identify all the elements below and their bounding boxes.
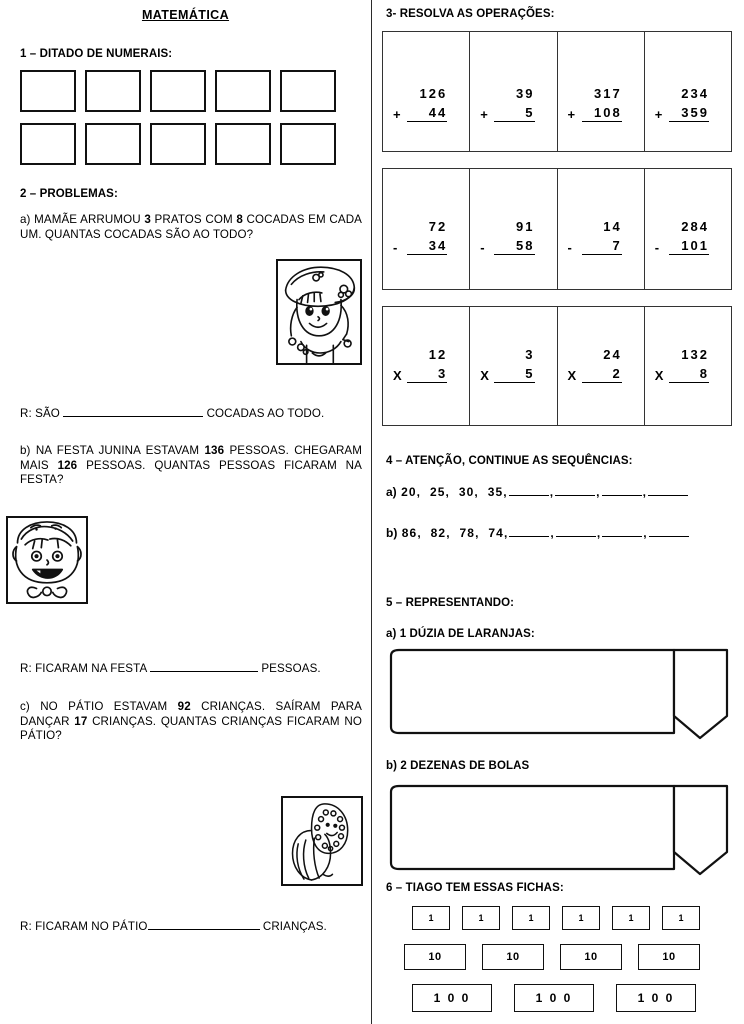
representation-box-b[interactable] [386, 784, 731, 876]
operations-row-addition [382, 31, 732, 152]
operator-symbol: X [654, 368, 664, 383]
problem-a-answer-suffix: COCADAS AO TODO. [206, 407, 325, 420]
chip-unit[interactable]: 1 [662, 906, 700, 930]
section-1-heading: 1 – DITADO DE NUMERAIS: [20, 48, 173, 60]
sequence-b-v4: 74 [488, 526, 504, 540]
operand-top: 72 [428, 219, 448, 234]
problem-b-part1: b) NA FESTA JUNINA ESTAVAM [20, 444, 205, 457]
section-2-heading-wrap [20, 188, 362, 200]
operand-top: 284 [681, 219, 709, 234]
section-4-heading: 4 – ATENÇÃO, CONTINUE AS SEQUÊNCIAS: [386, 455, 633, 467]
operand-top: 317 [594, 86, 622, 101]
operand-top: 39 [516, 86, 535, 101]
problem-c-answer-blank[interactable] [148, 918, 260, 930]
chip-unit[interactable]: 1 [412, 906, 450, 930]
chip-hundred[interactable]: 1 0 0 [514, 984, 594, 1012]
operand-bottom: 101 [669, 238, 709, 255]
problem-c-answer-line [20, 918, 327, 933]
sequence-b-blank[interactable] [556, 525, 596, 537]
sequence-a-blank[interactable] [509, 484, 549, 496]
problem-a-text [20, 213, 362, 242]
operator-symbol: + [567, 107, 576, 122]
problem-a-part2: PRATOS COM [150, 213, 237, 226]
operand-bottom: 359 [669, 105, 709, 122]
problem-b-answer-line [20, 660, 321, 675]
operand-top: 234 [681, 86, 709, 101]
problem-c-answer-suffix: CRIANÇAS. [262, 920, 327, 933]
operand-bottom: 7 [582, 238, 622, 255]
operator-symbol: X [567, 368, 577, 383]
sequence-a-blank[interactable] [555, 484, 595, 496]
operator-symbol: - [393, 240, 398, 255]
operation-cell[interactable] [645, 169, 731, 289]
problem-a-answer-line [20, 405, 324, 420]
operation-cell[interactable] [470, 169, 557, 289]
sequence-b-blank[interactable] [602, 525, 642, 537]
problem-c-num2: 17 [74, 714, 88, 728]
problem-c-answer-prefix: R: FICARAM NO PÁTIO [20, 920, 148, 933]
operand-bottom: 34 [407, 238, 447, 255]
sequence-a-blank[interactable] [648, 484, 688, 496]
operation-cell[interactable] [645, 307, 731, 425]
operator-symbol: - [654, 240, 660, 255]
operand-top: 126 [419, 86, 448, 101]
problem-c-part2: CRIANÇAS. SAÍRAM PARA DANÇAR [20, 700, 363, 728]
operation-cell[interactable] [645, 32, 731, 151]
operand-bottom-wrap [645, 238, 731, 255]
operator-symbol: + [654, 107, 663, 122]
operand-bottom-wrap [470, 238, 556, 255]
operation-cell[interactable] [470, 32, 557, 151]
chip-unit[interactable]: 1 [612, 906, 650, 930]
operation-cell[interactable] [383, 32, 470, 151]
problem-a-part1: a) MAMÃE ARRUMOU [20, 213, 145, 226]
dictation-box[interactable] [85, 123, 141, 165]
operand-bottom: 44 [407, 105, 447, 122]
operation-cell[interactable] [558, 32, 645, 151]
section-1 [20, 48, 360, 165]
operand-bottom: 58 [494, 238, 534, 255]
sequence-b-label: b) [386, 526, 398, 540]
right-column [372, 0, 744, 1024]
sequence-a-label: a) [386, 485, 397, 499]
operand-bottom-wrap [383, 238, 469, 255]
operand-bottom-wrap [470, 366, 556, 383]
operand-bottom: 5 [494, 366, 534, 383]
operation-cell[interactable] [383, 307, 470, 425]
operation-cell[interactable] [383, 169, 470, 289]
dictation-box[interactable] [215, 123, 271, 165]
operator-symbol: X [393, 368, 402, 383]
operand-bottom-wrap [383, 366, 469, 383]
problem-c-part3: CRIANÇAS. QUANTAS CRIANÇAS FICARAM NO PÁTIO? [20, 714, 362, 743]
sequence-a-v2: 25 [429, 485, 446, 499]
chip-unit[interactable]: 1 [512, 906, 550, 930]
dictation-box[interactable] [20, 70, 76, 112]
sequence-b: b) 86, 82, 78, 74, , , , [386, 525, 690, 540]
representation-box-a[interactable] [386, 648, 731, 740]
operator-symbol: - [480, 240, 485, 255]
chip-ten[interactable]: 10 [560, 944, 622, 970]
operand-bottom-wrap [383, 105, 469, 122]
dictation-box[interactable] [280, 70, 336, 112]
problem-b-part3: PESSOAS. QUANTAS PESSOAS FICARAM NA FESTA? [20, 458, 362, 487]
problem-a-answer-blank[interactable] [63, 405, 203, 417]
section-6-heading: 6 – TIAGO TEM ESSAS FICHAS: [386, 882, 564, 894]
section-5-heading-wrap [386, 597, 514, 609]
dictation-box[interactable] [150, 70, 206, 112]
sequence-a-v4: 35 [487, 485, 504, 499]
chip-ten[interactable]: 10 [638, 944, 700, 970]
problem-a-num2: 8 [236, 213, 243, 226]
sequence-a-v1: 20 [401, 485, 417, 499]
problem-a-num1: 3 [144, 213, 151, 226]
dictation-box[interactable] [85, 70, 141, 112]
operand-top: 132 [681, 347, 709, 362]
problem-b-answer-suffix: PESSOAS. [261, 662, 321, 675]
dictation-box[interactable] [280, 123, 336, 165]
operand-bottom: 8 [669, 366, 709, 383]
sequence-a-blank[interactable] [602, 484, 642, 496]
problem-b-num2: 126 [57, 458, 78, 472]
operand-bottom-wrap [645, 366, 731, 383]
operation-cell[interactable] [558, 169, 645, 289]
section-4-heading-wrap [386, 455, 633, 467]
section-2-heading: 2 – PROBLEMAS: [20, 188, 118, 200]
operator-symbol: + [393, 107, 401, 122]
operand-bottom-wrap [645, 105, 731, 122]
section-3-heading-wrap [386, 8, 555, 20]
problem-b-answer-prefix: R: FICARAM NA FESTA [20, 662, 147, 675]
sequence-b-v3: 78 [459, 526, 476, 540]
section-5-heading: 5 – REPRESENTANDO: [386, 597, 515, 609]
problem-c-text [20, 700, 362, 744]
operand-bottom: 3 [407, 366, 447, 383]
page-title: MATEMÁTICA [141, 8, 230, 22]
section-5-item-a-label: a) 1 DÚZIA DE LARANJAS: [386, 628, 535, 640]
operand-top: 24 [603, 347, 622, 362]
sequence-b-v2: 82 [430, 526, 447, 540]
chip-unit[interactable]: 1 [462, 906, 500, 930]
operand-bottom: 2 [582, 366, 622, 383]
operand-bottom: 108 [582, 105, 622, 122]
sequence-b-blank[interactable] [509, 525, 549, 537]
corn-cob-image [281, 796, 363, 886]
problem-b-part2: PESSOAS. CHEGARAM MAIS [20, 444, 363, 472]
operation-cell[interactable] [558, 307, 645, 425]
problem-b-num1: 136 [204, 444, 225, 457]
problem-c-part1: c) NO PÁTIO ESTAVAM [20, 700, 178, 713]
operand-top: 91 [516, 219, 535, 234]
problem-b-answer-blank[interactable] [150, 660, 258, 672]
section-6-heading-wrap [386, 882, 564, 894]
dictation-row-1 [20, 70, 360, 112]
sequence-a: a) 20, 25, 30, 35, , , , [386, 484, 689, 499]
chip-ten[interactable]: 10 [482, 944, 544, 970]
sequence-b-v1: 86 [401, 526, 418, 540]
problem-a-part3: COCADAS EM CADA UM. QUANTAS COCADAS SÃO AO TODO? [20, 213, 363, 241]
section-3-heading: 3- RESOLVA AS OPERAÇÕES: [386, 8, 555, 20]
chip-row-tens [404, 944, 716, 970]
girl-with-hat-image [276, 259, 362, 365]
operations-row-multiplication [382, 306, 732, 426]
operand-top: 12 [428, 347, 448, 362]
dictation-box[interactable] [215, 70, 271, 112]
problem-c-num1: 92 [177, 700, 191, 713]
operand-bottom: 5 [494, 105, 534, 122]
chip-row-units [412, 906, 712, 930]
operand-bottom-wrap [558, 238, 644, 255]
operator-symbol: X [480, 368, 489, 383]
chip-ten[interactable]: 10 [404, 944, 466, 970]
chip-row-hundreds [412, 984, 718, 1012]
sequence-a-v3: 30 [458, 485, 475, 499]
operator-symbol: - [567, 240, 572, 255]
operand-bottom-wrap [558, 366, 644, 383]
left-column [0, 0, 371, 1024]
chip-unit[interactable]: 1 [562, 906, 600, 930]
sequence-b-blank[interactable] [649, 525, 689, 537]
operator-symbol: + [480, 107, 488, 122]
operation-cell[interactable] [470, 307, 557, 425]
dictation-box[interactable] [150, 123, 206, 165]
operations-row-subtraction [382, 168, 732, 290]
operand-top: 3 [525, 347, 535, 362]
chip-hundred[interactable]: 1 0 0 [412, 984, 492, 1012]
section-5-item-b-label: b) 2 DEZENAS DE BOLAS [386, 760, 530, 772]
operand-top: 14 [603, 219, 622, 234]
operand-bottom-wrap [558, 105, 644, 122]
problem-b-text [20, 444, 362, 488]
problem-a-answer-prefix: R: SÃO [20, 407, 60, 420]
dictation-box[interactable] [20, 123, 76, 165]
dictation-row-2 [20, 123, 360, 165]
boy-face-image [6, 516, 88, 604]
chip-hundred[interactable]: 1 0 0 [616, 984, 696, 1012]
operand-bottom-wrap [470, 105, 556, 122]
